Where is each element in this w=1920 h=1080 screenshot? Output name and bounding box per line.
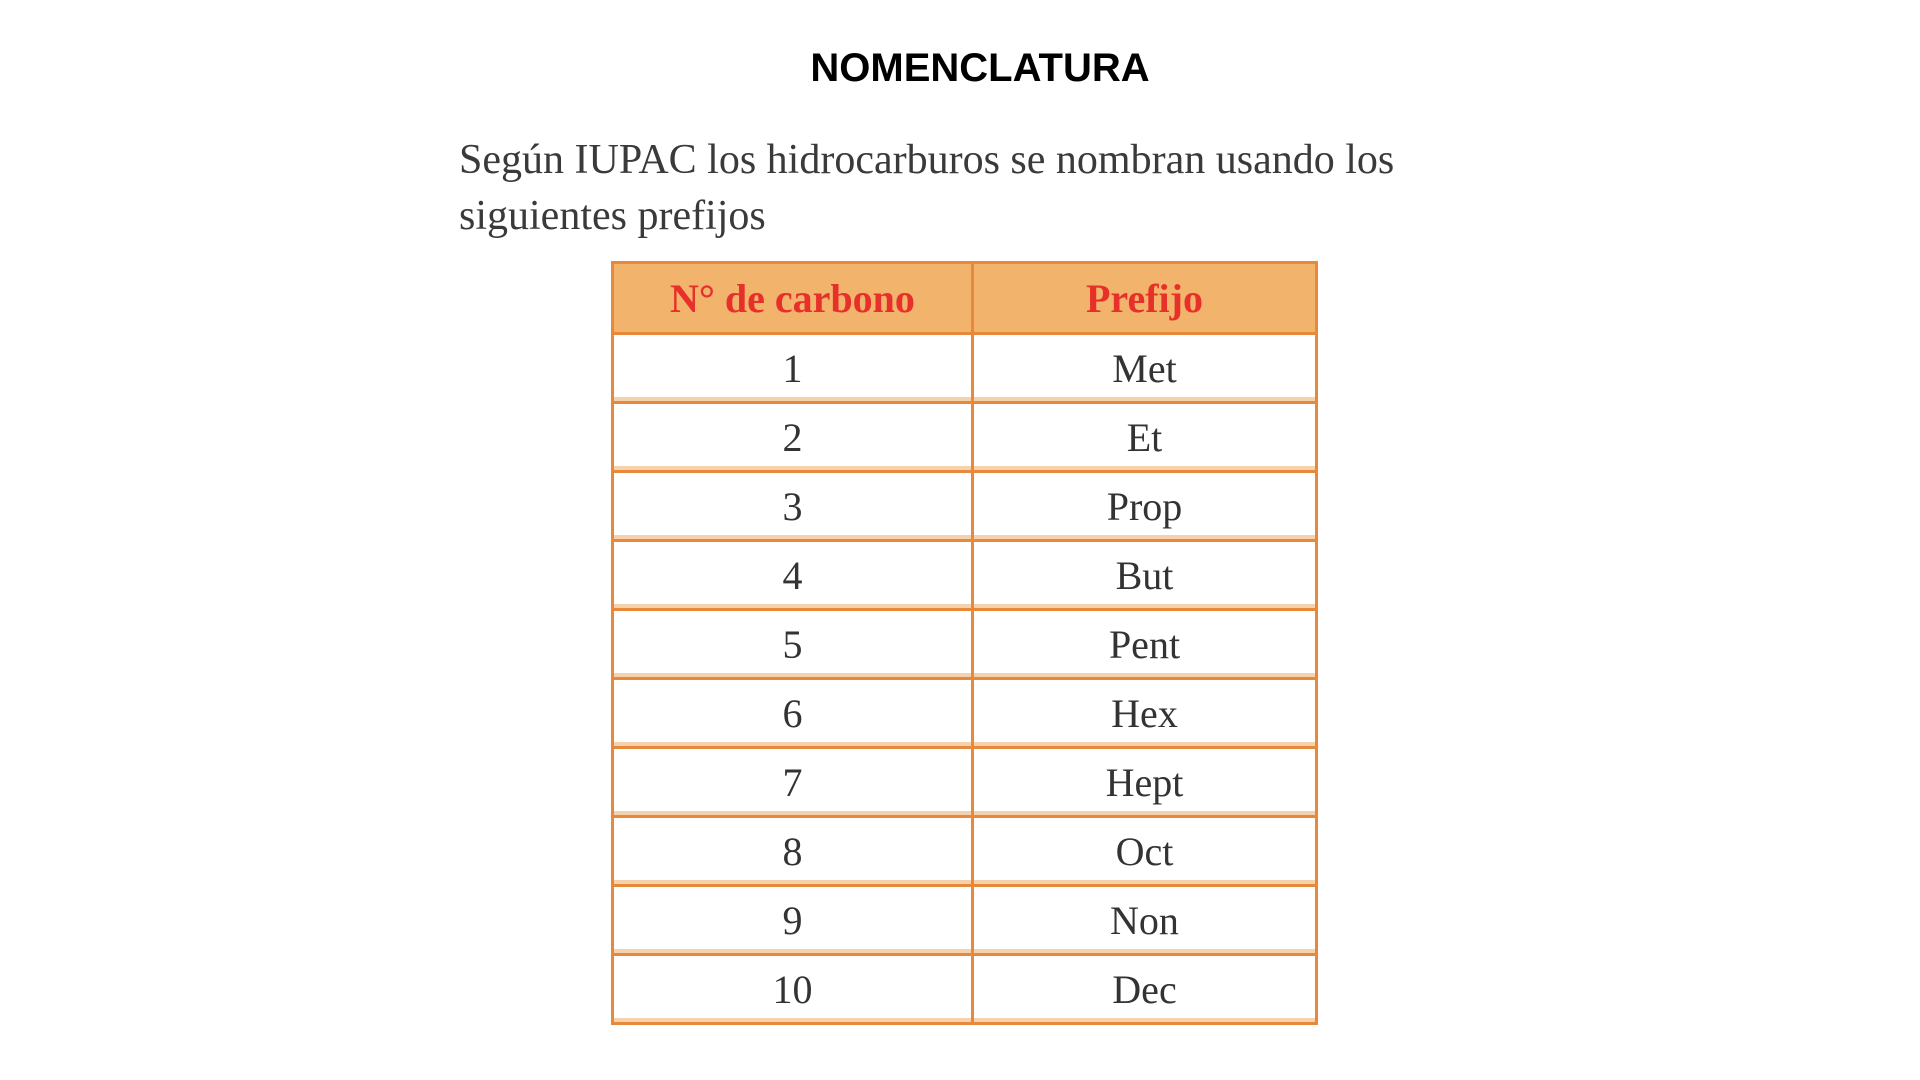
carbon-count-cell: 4 xyxy=(613,541,973,610)
table-row xyxy=(613,679,1317,748)
prefix-cell: Oct xyxy=(973,817,1317,886)
prefix-cell: Pent xyxy=(973,610,1317,679)
prefix-cell: Et xyxy=(973,403,1317,472)
prefix-cell: Dec xyxy=(973,955,1317,1024)
carbon-count-cell: 3 xyxy=(613,472,973,541)
carbon-count-cell: 9 xyxy=(613,886,973,955)
slide-title: NOMENCLATURA xyxy=(810,46,1150,90)
carbon-count-cell: 10 xyxy=(613,955,973,1024)
table-row xyxy=(613,817,1317,886)
header-prefix: Prefijo xyxy=(973,263,1317,334)
table-row xyxy=(613,334,1317,403)
table-row xyxy=(613,472,1317,541)
prefix-table xyxy=(611,261,1318,1025)
carbon-count-cell: 5 xyxy=(613,610,973,679)
prefix-cell: Hept xyxy=(973,748,1317,817)
carbon-count-cell: 8 xyxy=(613,817,973,886)
table-row xyxy=(613,403,1317,472)
prefix-cell: Met xyxy=(973,334,1317,403)
prefix-cell: Prop xyxy=(973,472,1317,541)
prefix-cell: Non xyxy=(973,886,1317,955)
table-header-row xyxy=(613,263,1317,334)
prefix-cell: But xyxy=(973,541,1317,610)
prefix-cell: Hex xyxy=(973,679,1317,748)
intro-text: Según IUPAC los hidrocarburos se nombran usando los siguientes prefijos xyxy=(459,137,1395,239)
carbon-count-cell: 6 xyxy=(613,679,973,748)
carbon-count-cell: 7 xyxy=(613,748,973,817)
table-row xyxy=(613,955,1317,1024)
carbon-count-cell: 2 xyxy=(613,403,973,472)
table-row xyxy=(613,748,1317,817)
table-row xyxy=(613,610,1317,679)
header-carbon-count: N° de carbono xyxy=(613,263,973,334)
table-row xyxy=(613,886,1317,955)
carbon-count-cell: 1 xyxy=(613,334,973,403)
table-row xyxy=(613,541,1317,610)
